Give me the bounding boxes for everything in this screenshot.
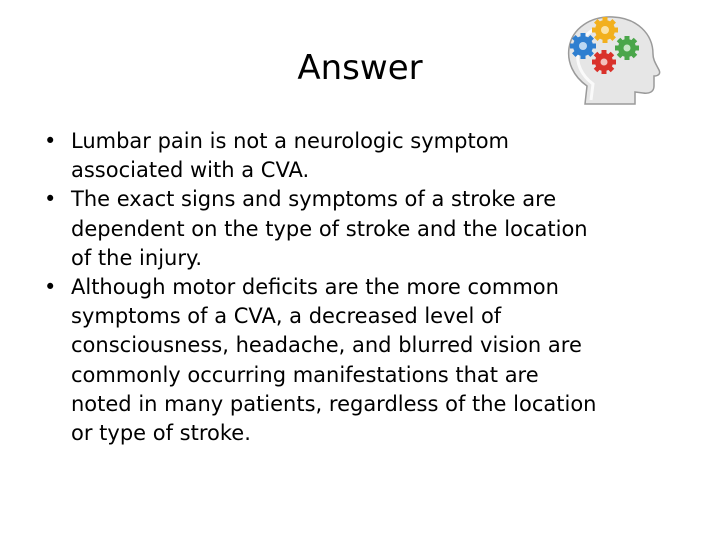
bullet-item [44,127,694,185]
bullet-item [44,185,694,273]
bullet-line: Although motor deficits are the more common [71,275,559,300]
bullet-line: Lumbar pain is not a neurologic symptom [71,129,510,153]
bullet-glyph: • [44,187,57,212]
bullet-line: consciousness, headache, and blurred vision are [71,333,582,358]
bullet-line: associated with a CVA. [71,158,310,183]
slide-title: Answer [297,48,423,88]
gear-yellow [592,17,618,43]
gear-green [615,36,639,60]
bullet-glyph: • [44,275,57,300]
bullet-line: of the injury. [71,245,203,270]
gear-blue [570,33,596,59]
bullet-line: noted in many patients, regardless of the location [71,391,597,416]
bullet-line: dependent on the type of stroke and the location [71,216,588,241]
bullet-line: symptoms of a CVA, a decreased level of [71,304,502,329]
bullet-line: commonly occurring manifestations that are [71,362,539,387]
bullet-list [44,127,694,448]
bullet-line: or type of stroke. [71,421,251,446]
bullet-line: The exact signs and symptoms of a stroke are [71,187,557,212]
head-gears-icon [557,12,665,108]
bullet-glyph: • [44,129,57,153]
bullet-item [44,273,694,448]
gear-red [592,50,616,74]
